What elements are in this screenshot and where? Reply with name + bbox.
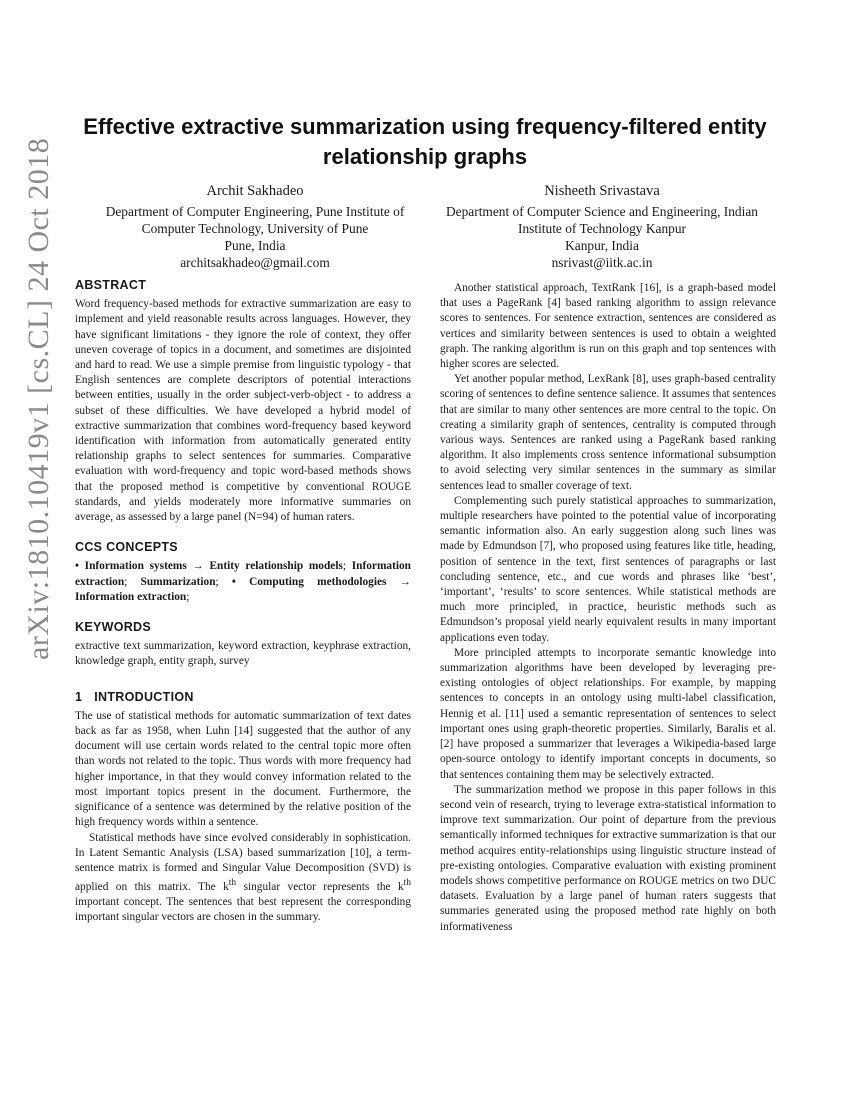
author-email: architsakhadeo@gmail.com — [180, 255, 330, 270]
keywords-heading: KEYWORDS — [75, 620, 152, 635]
left-column — [75, 278, 411, 926]
abstract-text: Word frequency-based methods for extractive summarization are easy to implement and yield reasonable results across languages. However, they have significant limitations - they ignore the role of context, they offer uneven coverage of topics in a document, and sometimes are disjointed and hard to read. We use a simple premise from linguistic typology - that English sentences are complete descriptors of potential interactions between entities, usually in the order subject-verb-object - to address a subset of these difficulties. We have developed a hybrid model of extractive summarization that combines word-frequency based keyword identification with information from automatically generated entity relationship graphs to select sentences for summaries. Comparative evaluation with word-frequency and topic word-based methods shows that the proposed method is competitive by conventional ROUGE standards, and yields moderately more informative summaries on average, as assessed by a large panel (N=94) of human raters. — [75, 298, 411, 524]
ccs-concepts: • Information systems → Entity relationship models; Information extraction; Summarization; • Computing methodologies → Information extraction; — [75, 560, 411, 603]
ccs-heading: CCS CONCEPTS — [75, 540, 178, 555]
body-paragraph: Another statistical approach, TextRank [16], is a graph-based model that uses a PageRank [4] based ranking algorithm to assign relevance scores to sentences. For sentence extraction, sentences are considered as vertices and similarity between sentences is used to obtain a weighted graph. The ranking algorithm is run on this graph and top sentences with higher scores are selected. — [440, 282, 776, 371]
introduction-heading: 1 INTRODUCTION — [75, 689, 194, 704]
author-email: nsrivast@iitk.ac.in — [551, 255, 653, 270]
author-name: Archit Sakhadeo — [206, 183, 304, 199]
body-paragraph: More principled attempts to incorporate semantic knowledge into summarization algorithms have been developed by leveraging pre-existing ontologies of object relationships. For example, by mapping sentences to concepts in an ontology using multi-label classification, Hennig et al. [11] used a semantic representation of sentences to select important ones using graph-theoretic properties. Similarly, Baralis et al. [2] have proposed a summarizer that leverages a Wikipedia-based large open-source ontology to identify important concepts in documents, so that sentences containing them may be selectively extracted. — [440, 646, 776, 781]
author-location: Kanpur, India — [565, 238, 639, 253]
right-column — [440, 281, 776, 935]
body-paragraph: Yet another popular method, LexRank [8], uses graph-based centrality scoring of sentences to define sentence salience. It assumes that sentences that are similar to many other sentences are more central to the topic. On creating a similarity graph of sentences, centrality is computed through various ways. Sentences are ranked using a PageRank based ranking algorithm. It also implements cross sentence informational subsumption to avoid selecting very similar sentences in the summary as similar sentences lead to smaller coverage of text. — [440, 373, 776, 492]
body-paragraph: Complementing such purely statistical approaches to summarization, multiple researchers have pointed to the potential value of incorporating semantic information also. An early suggestion along such lines was made by Edmundson [7], who proposed using features like title, heading, position of sentence in the text, first sentences of paragraphs or last concluding sentence, etc., and cue words and phrases like ‘best’, ‘important’, ‘results’ to score sentences. While statistical methods are much more principled, in practice, heuristic methods such as Edmundson’s proposal yield nearly equivalent results in many important applications even today. — [440, 494, 776, 644]
introduction-paragraph: Statistical methods have since evolved considerably in sophistication. In Latent Semantic Analysis (LSA) based summarization [10], a term-sentence matrix is formed and Singular Value Decomposition (SVD) is applied on this matrix. The $k^{th}$ singular vector represents the $k^{th}$ important concept. The sentences that best represent the corresponding important singular vectors are chosen in the summary. — [75, 831, 411, 924]
author-affiliation: Department of Computer Engineering, Pune Institute of Computer Technology, University of Pune — [105, 204, 405, 236]
introduction-paragraph: The use of statistical methods for automatic summarization of text dates back as far as 1958, when Luhn [14] suggested that the author of any document will use certain words related to the central topic more often than words not related to the topic. Thus words with more frequency had higher importance, in that they would convey information related to the most important topics present in the document. Furthermore, the significance of a sentence was determined by the relative position of the high frequency words within a sentence. — [75, 709, 411, 829]
body-paragraph: The summarization method we propose in this paper follows in this second vein of research, trying to leverage extra-statistical information to improve text summarization. Our point of departure from the previous semantically informed techniques for extractive summarization is that our method acquires entity-relationships using linguistic structure instead of pre-existing ontologies. Comparative evaluation with existing prominent models shows competitive performance on ROUGE metrics on two DUC datasets. Evaluation by a large panel of human raters suggests that summaries generated using the proposed method rate highly on both informativeness — [440, 783, 776, 933]
keywords-text: extractive text summarization, keyword extraction, keyphrase extraction, knowledge graph, entity graph, survey — [75, 640, 411, 668]
author-affiliation: Department of Computer Science and Engineering, Indian Institute of Technology Kanpur — [446, 204, 758, 236]
abstract-heading: ABSTRACT — [75, 278, 147, 292]
arxiv-identifier: arXiv:1810.10419v1 [cs.CL] 24 Oct 2018 — [22, 137, 55, 660]
paper-title: Effective extractive summarization using frequency-filtered entity relationship graphs — [83, 114, 767, 169]
author-name: Nisheeth Srivastava — [544, 183, 660, 199]
author-block — [80, 183, 430, 271]
author-block — [427, 183, 777, 271]
author-location: Pune, India — [224, 238, 286, 253]
